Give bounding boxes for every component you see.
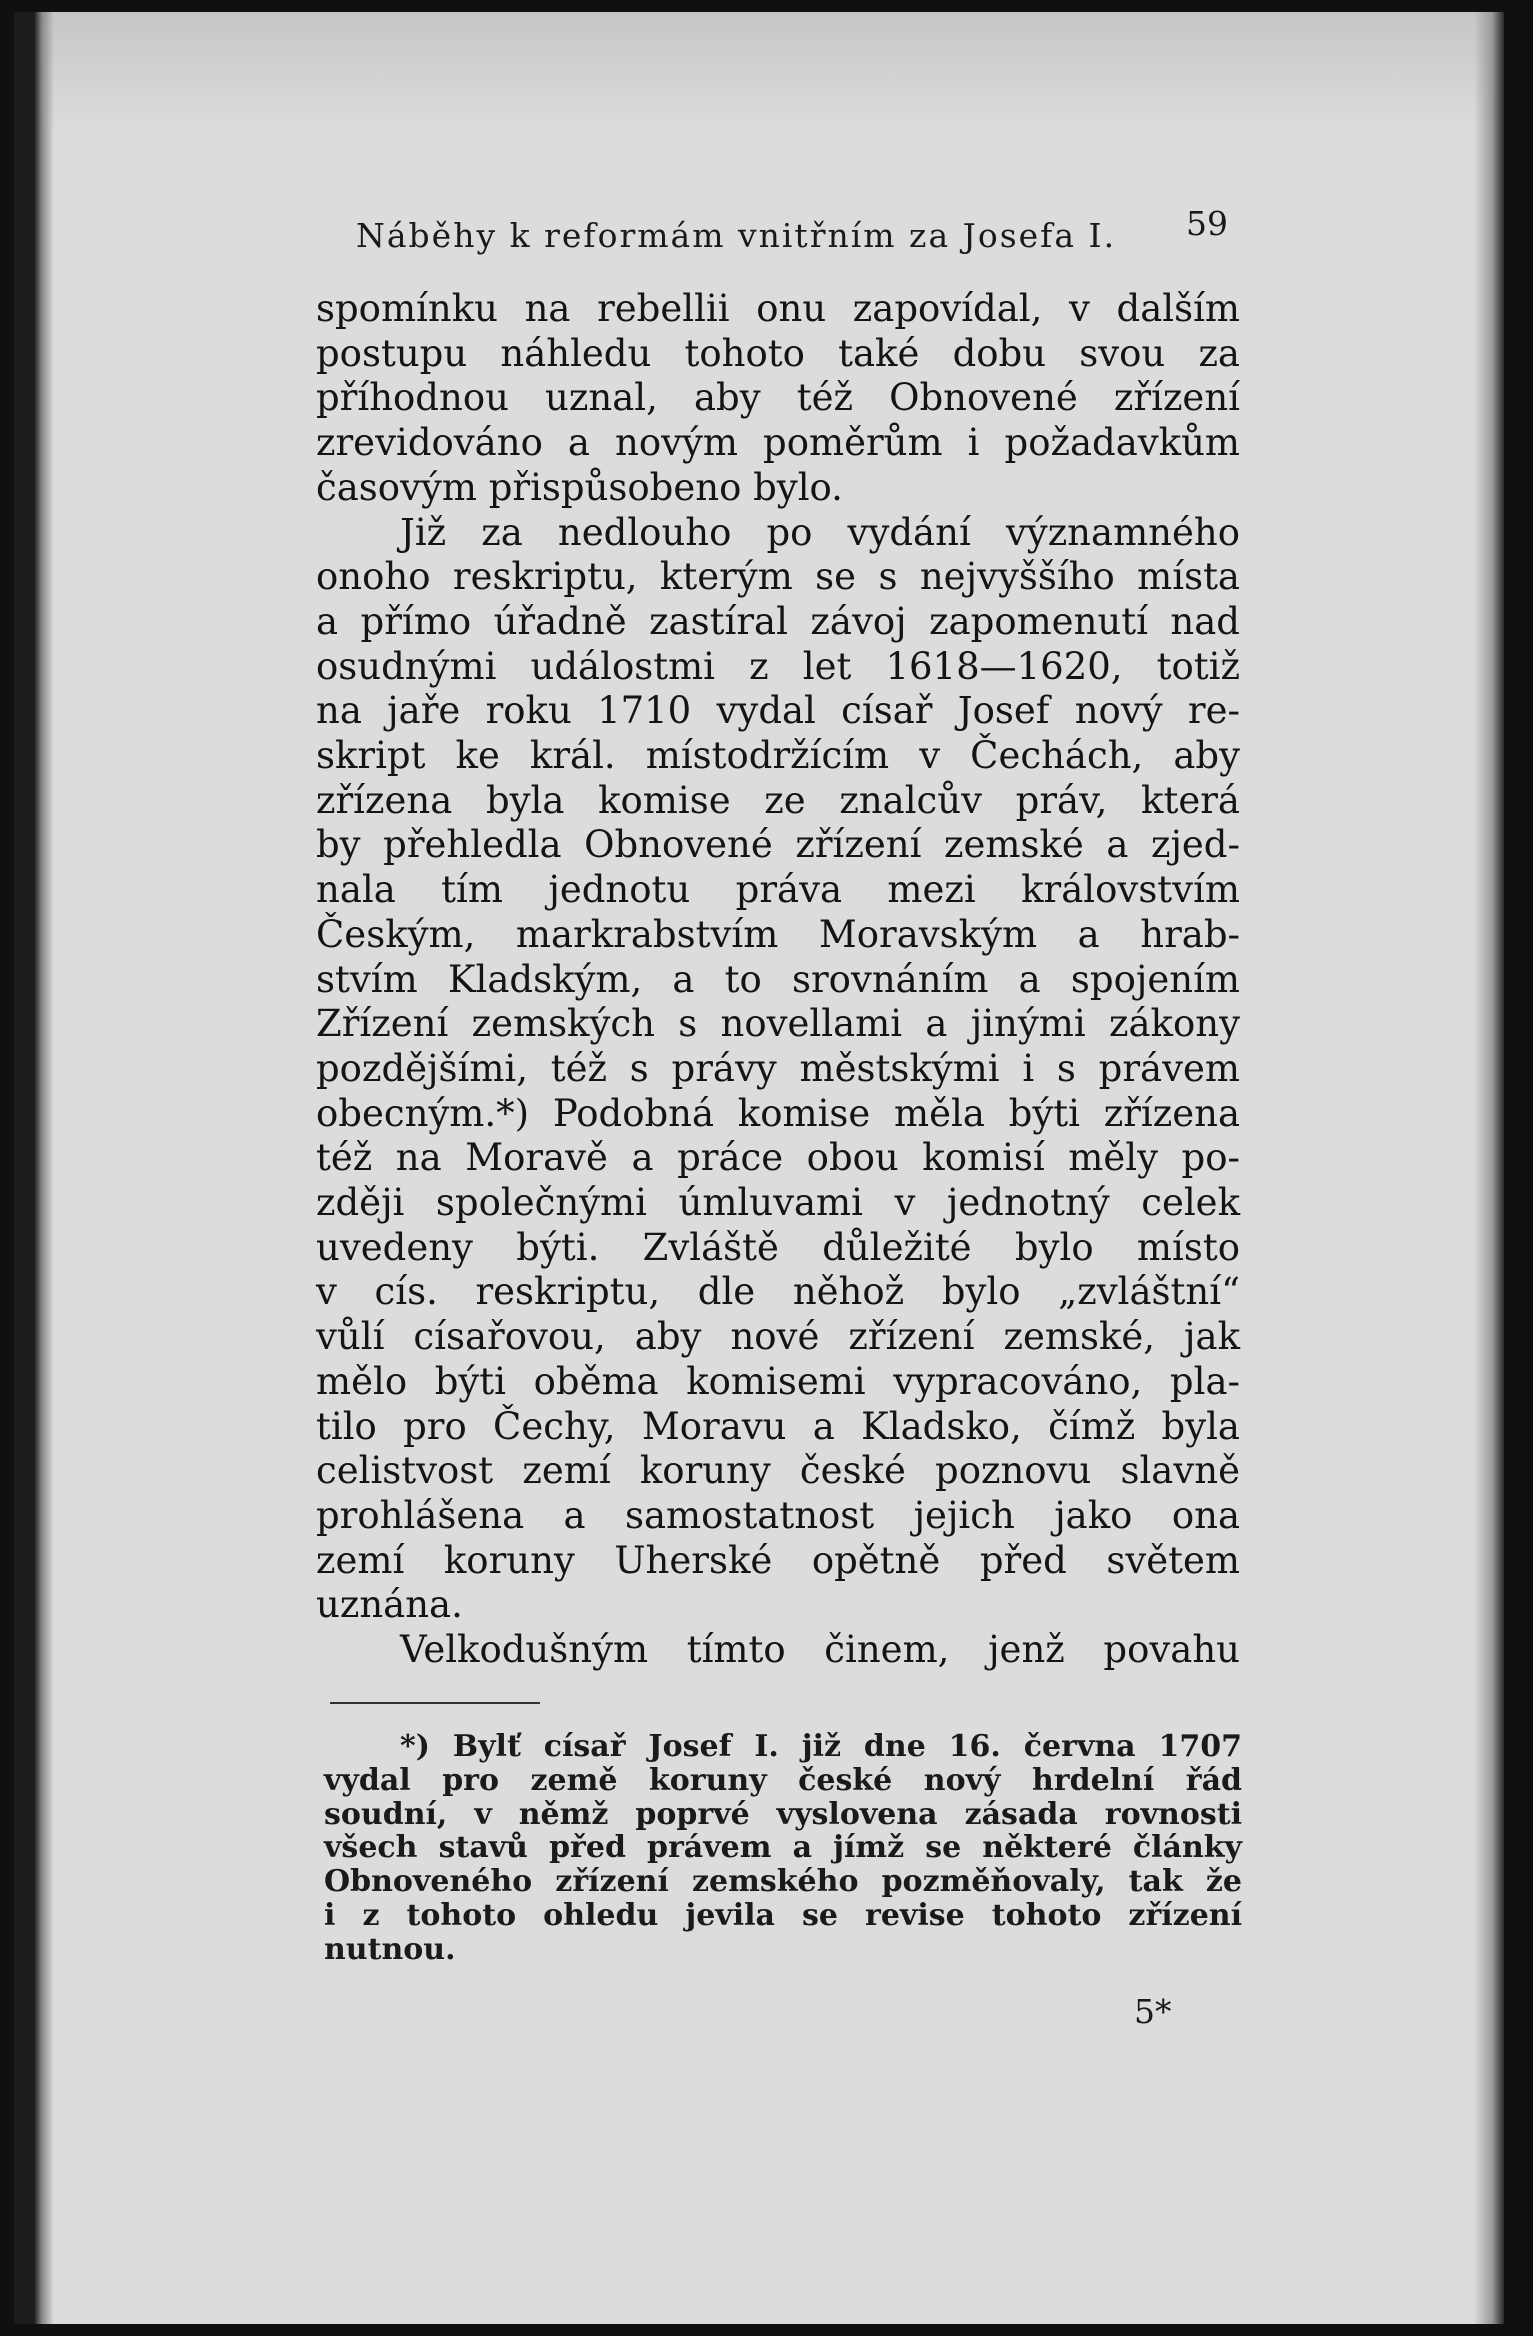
text-line: Českým, markrabstvím Moravským a hrab- (316, 912, 1240, 956)
text-line: prohlášena a samostatnost jejich jako ona (316, 1493, 1240, 1537)
text-line: Zřízení zemských s novellami a jinými zákony (316, 1002, 1240, 1046)
book-spine-shadow (14, 12, 54, 2324)
running-title: Náběhy k reformám vnitřním za Josefa I. (356, 216, 1117, 255)
text-line: spomínku na rebellii onu zapovídal, v dalším (316, 287, 1240, 330)
text-line: též na Moravě a práce obou komisí měly po- (316, 1136, 1240, 1180)
text-line: časovým přispůsobeno bylo. (316, 465, 843, 509)
text-line: Velkodušným tímto činem, jenž povahu (400, 1628, 1240, 1672)
text-line: v cís. reskriptu, dle něhož bylo „zvláštní“ (316, 1270, 1240, 1314)
book-page (14, 12, 1504, 2324)
text-line: pozdějšími, též s právy městskými i s právem (316, 1046, 1240, 1090)
text-line: zrevidováno a novým poměrům i požadavkům (316, 421, 1240, 465)
text-line: celistvost zemí koruny české poznovu slavně (316, 1449, 1240, 1493)
text-line: vůlí císařovou, aby nové zřízení zemské, jak (316, 1315, 1240, 1359)
text-line: mělo býti oběma komisemi vypracováno, pla- (316, 1359, 1240, 1403)
text-line: stvím Kladským, a to srovnáním a spojením (316, 957, 1240, 1001)
text-line: by přehledla Obnovené zřízení zemské a zjed- (316, 823, 1240, 867)
text-line: skript ke král. místodržícím v Čechách, aby (316, 734, 1240, 778)
footnote (324, 1730, 1242, 1967)
footnote-line: *) Bylť císař Josef I. již dne 16. června 1707 (400, 1729, 1242, 1764)
page-edge-shadow (1474, 12, 1504, 2324)
footnote-divider (330, 1702, 540, 1704)
text-line: osudnými událostmi z let 1618—1620, totiž (316, 644, 1240, 688)
footnote-line: i z tohoto ohledu jevila se revise tohoto zřízení (324, 1897, 1242, 1933)
text-line: onoho reskriptu, kterým se s nejvyššího místa (316, 555, 1240, 599)
text-line: Již za nedlouho po vydání významného (400, 510, 1240, 554)
footnote-line: soudní, v němž poprvé vyslovena zásada rovnosti (324, 1796, 1242, 1832)
footnote-line: vydal pro země koruny české nový hrdelní řád (324, 1762, 1242, 1798)
footnote-line: nutnou. (324, 1931, 456, 1967)
footnote-line: všech stavů před právem a jímž se některé články (324, 1830, 1242, 1866)
page-number: 59 (1186, 204, 1228, 243)
footnote-line: Obnoveného zřízení zemského pozměňovaly, tak že (324, 1864, 1242, 1900)
text-line: na jaře roku 1710 vydal císař Josef nový re- (316, 689, 1240, 733)
signature-mark: 5* (1134, 1992, 1172, 2031)
text-line: nala tím jednotu práva mezi královstvím (316, 868, 1240, 912)
text-line: tilo pro Čechy, Moravu a Kladsko, čímž byla (316, 1404, 1240, 1448)
text-line: postupu náhledu tohoto také dobu svou za (316, 331, 1240, 375)
text-line: zději společnými úmluvami v jednotný celek (316, 1181, 1240, 1225)
text-line: příhodnou uznal, aby též Obnovené zřízení (316, 376, 1240, 420)
text-line: zřízena byla komise ze znalcův práv, která (316, 778, 1240, 822)
main-text (316, 287, 1240, 1673)
text-line: zemí koruny Uherské opětně před světem (316, 1538, 1240, 1582)
text-line: a přímo úřadně zastíral závoj zapomenutí nad (316, 599, 1240, 643)
text-line: uznána. (316, 1583, 463, 1627)
text-line: uvedeny býti. Zvláště důležité bylo místo (316, 1225, 1240, 1269)
text-line: obecným.*) Podobná komise měla býti zřízena (316, 1091, 1240, 1135)
